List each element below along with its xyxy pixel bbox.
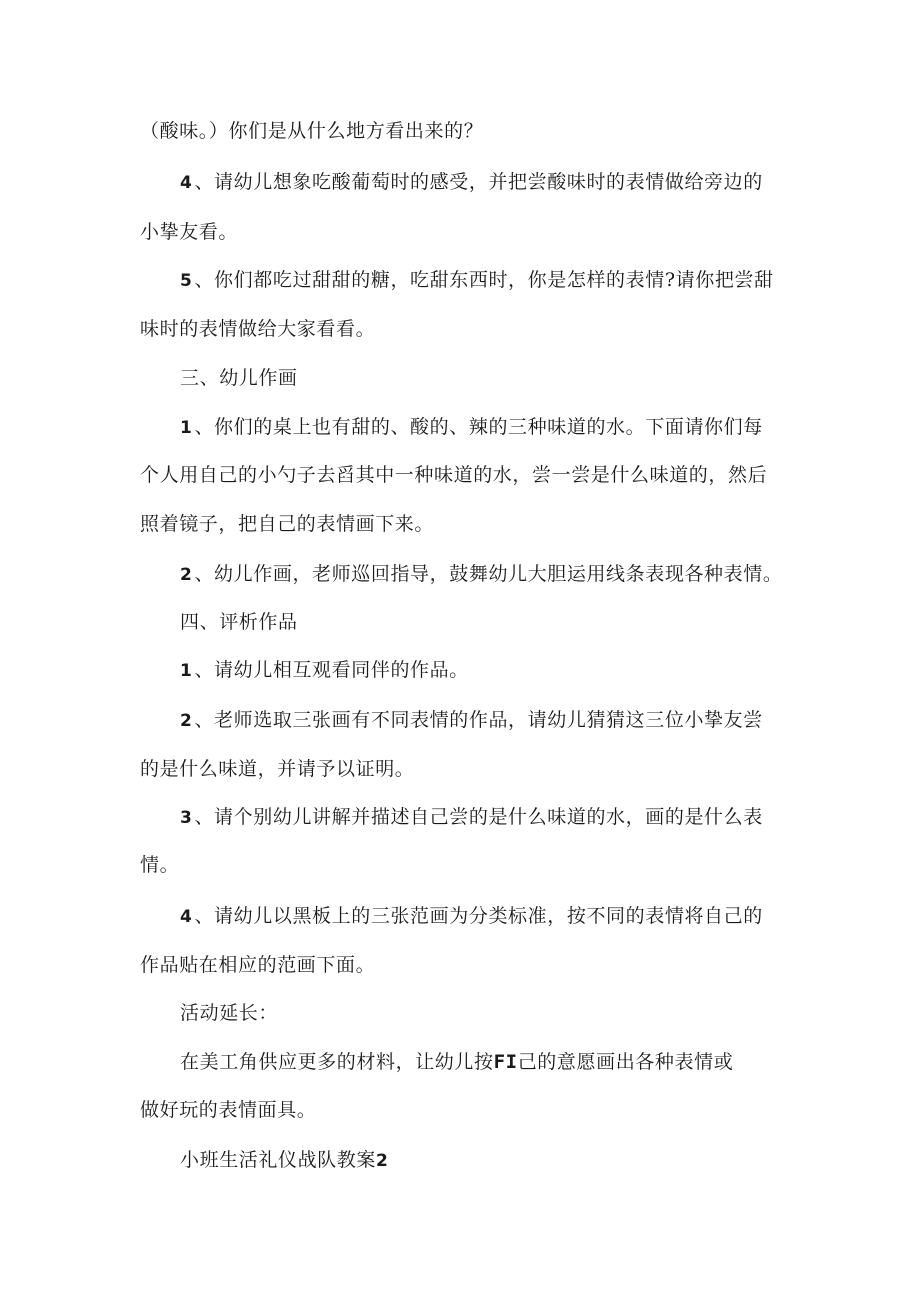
heading-text: 活动延长： (180, 1002, 279, 1024)
heading-text: 三、幼儿作画 (180, 367, 298, 389)
paragraph-line (140, 953, 800, 977)
paragraph-line (140, 1098, 800, 1122)
line-text: 、幼儿作画，老师巡回指导，鼓舞幼儿大胆运用线条表现各种表情。 (194, 563, 783, 585)
line-text: （酸味。）你们是从什么地方看出来的？ (140, 120, 484, 142)
line-text: 照着镜子，把自己的表情画下来。 (140, 513, 435, 535)
paragraph-line (180, 170, 840, 195)
line-text: 、老师选取三张画有不同表情的作品，请幼儿猜猜这三位小挚友尝 (194, 709, 763, 731)
step-number: 2 (180, 711, 193, 731)
line-text: 、请幼儿以黑板上的三张范画为分类标准，按不同的表情将自己的 (194, 905, 763, 927)
line-text: 做好玩的表情面具。 (140, 1099, 317, 1121)
section-heading (180, 610, 840, 634)
paragraph-line (180, 805, 840, 830)
paragraph-line (140, 220, 800, 244)
step-number: 1 (180, 661, 193, 681)
paragraph-line (180, 562, 840, 587)
paragraph-line (140, 757, 800, 781)
paragraph-line (180, 708, 840, 733)
paragraph-line (180, 268, 840, 293)
paragraph-line (140, 463, 800, 487)
heading-text: 四、评析作品 (180, 611, 298, 633)
line-text: 、你们都吃过甜甜的糖，吃甜东西时，你是怎样的表情?请你把尝甜 (194, 269, 774, 291)
line-text: 小挚友看。 (140, 221, 239, 243)
paragraph-line (180, 415, 840, 440)
section-heading (180, 366, 840, 390)
line-text-bold: FI (493, 1051, 518, 1073)
step-number: 4 (180, 173, 193, 193)
step-number: 1 (180, 418, 193, 438)
title-number: 2 (376, 1151, 389, 1171)
next-title (180, 1148, 840, 1173)
paragraph-line (180, 658, 840, 683)
line-text: 个人用自己的小勺子去舀其中一种味道的水，尝一尝是什么味道的，然后 (140, 464, 768, 486)
line-text-post: 己的意愿画出各种表情或 (517, 1051, 734, 1073)
paragraph-line (140, 853, 800, 877)
section-heading (180, 1001, 840, 1025)
step-number: 3 (180, 808, 193, 828)
paragraph-line (180, 1050, 840, 1074)
line-text-pre: 在美工角供应更多的材料，让幼儿按 (180, 1051, 494, 1073)
line-text: 作品贴在相应的范画下面。 (140, 954, 376, 976)
step-number: 5 (180, 271, 193, 291)
line-text: 、请个别幼儿讲解并描述自己尝的是什么味道的水，画的是什么表 (194, 806, 763, 828)
step-number: 4 (180, 907, 193, 927)
paragraph-line (140, 119, 800, 143)
line-text: 、请幼儿想象吃酸葡萄时的感受，并把尝酸味时的表情做给旁边的 (194, 171, 763, 193)
paragraph-line (140, 512, 800, 536)
line-text: 、请幼儿相互观看同伴的作品。 (194, 659, 469, 681)
line-text: 、你们的桌上也有甜的、酸的、辣的三种味道的水。下面请你们每 (194, 416, 763, 438)
step-number: 2 (180, 565, 193, 585)
line-text: 味时的表情做给大家看看。 (140, 318, 376, 340)
line-text: 的是什么味道，并请予以证明。 (140, 758, 415, 780)
paragraph-line (140, 317, 800, 341)
line-text: 情。 (140, 854, 180, 876)
paragraph-line (180, 904, 840, 929)
title-text: 小班生活礼仪战队教案 (180, 1149, 377, 1171)
